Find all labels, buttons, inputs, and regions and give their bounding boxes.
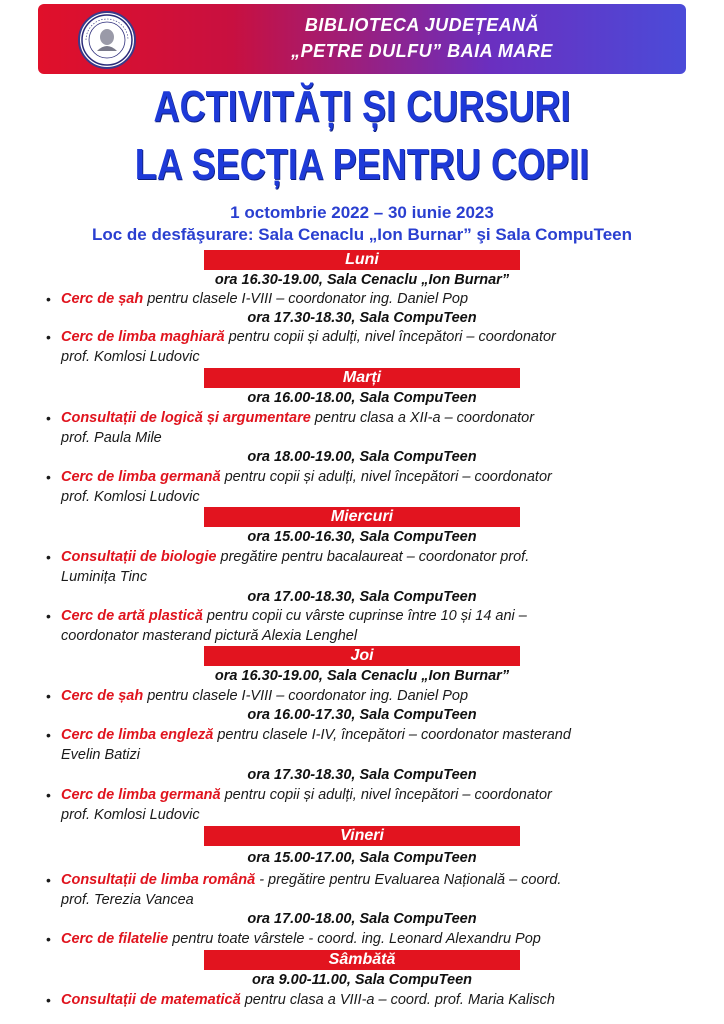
day-header-vineri: Vineri bbox=[204, 826, 520, 846]
activity-name: Consultații de biologie bbox=[61, 549, 217, 565]
activity-details-cont: coordonator masterand pictură Alexia Lenghel bbox=[61, 628, 358, 644]
bullet-icon: • bbox=[46, 469, 51, 485]
activity-name: Cerc de limba germană bbox=[61, 787, 221, 803]
activity-details: pentru clasa a XII-a – coordonator bbox=[310, 410, 535, 426]
location-text: Loc de desfăşurare: Sala Cenaclu „Ion Burnar” şi Sala CompuTeen bbox=[91, 225, 633, 244]
activity-name: Cerc de filatelie bbox=[61, 931, 169, 947]
activity-details: pentru copii și adulți, nivel începători – coordonator bbox=[220, 787, 552, 803]
activity-name: Cerc de limba maghiară bbox=[61, 329, 225, 345]
time-slot: ora 16.30-19.00, Sala Cenaclu „Ion Burnar” bbox=[214, 668, 510, 684]
time-slot: ora 17.30-18.30, Sala CompuTeen bbox=[247, 767, 477, 783]
bullet-icon: • bbox=[46, 410, 51, 426]
seal-emblem-icon bbox=[80, 13, 134, 67]
list-item bbox=[46, 929, 676, 949]
activity-name: Consultații de logică și argumentare bbox=[61, 410, 311, 426]
activity-details: pentru clasele I-IV, începători – coordonator masterand bbox=[213, 727, 571, 743]
activity-name: Cerc de limba engleză bbox=[61, 727, 214, 743]
activity-details-cont: prof. Komlosi Ludovic bbox=[61, 489, 200, 505]
list-item bbox=[46, 725, 676, 765]
activity-details: pentru clasa a VIII-a – coord. prof. Maria Kalisch bbox=[240, 992, 556, 1008]
time-slot: ora 16.00-17.30, Sala CompuTeen bbox=[247, 707, 477, 723]
activity-details: pregătire pentru bacalaureat – coordonator prof. bbox=[216, 549, 530, 565]
day-header-marti: Marți bbox=[204, 368, 520, 388]
time-slot: ora 16.00-18.00, Sala CompuTeen bbox=[247, 390, 477, 406]
bullet-icon: • bbox=[46, 688, 51, 704]
time-slot: ora 17.30-18.30, Sala CompuTeen bbox=[247, 310, 477, 326]
bullet-icon: • bbox=[46, 931, 51, 947]
bullet-icon: • bbox=[46, 872, 51, 888]
time-slot: ora 16.30-19.00, Sala Cenaclu „Ion Burnar” bbox=[214, 272, 510, 288]
bullet-icon: • bbox=[46, 549, 51, 565]
time-slot: ora 9.00-11.00, Sala CompuTeen bbox=[251, 972, 472, 988]
header-banner bbox=[38, 4, 686, 74]
day-header-sambata: Sâmbătă bbox=[204, 950, 520, 970]
library-seal-logo bbox=[78, 11, 136, 69]
activity-details: pentru copii și adulți, nivel începători – coordonator bbox=[224, 329, 556, 345]
activity-name: Cerc de șah bbox=[61, 291, 144, 307]
list-item bbox=[46, 686, 676, 706]
activity-details: pentru copii și adulți, nivel începători – coordonator bbox=[220, 469, 552, 485]
activity-details: pentru toate vârstele - coord. ing. Leonard Alexandru Pop bbox=[168, 931, 541, 947]
list-item bbox=[46, 990, 676, 1010]
activity-details: - pregătire pentru Evaluarea Națională – coord. bbox=[255, 872, 562, 888]
list-item bbox=[46, 606, 676, 646]
activity-details: pentru clasele I-VIII – coordonator ing. Daniel Pop bbox=[143, 291, 469, 307]
bullet-icon: • bbox=[46, 291, 51, 307]
activity-details-cont: prof. Paula Mile bbox=[61, 430, 162, 446]
list-item bbox=[46, 870, 676, 910]
activity-details-cont: prof. Terezia Vancea bbox=[61, 892, 194, 908]
list-item bbox=[46, 467, 676, 507]
list-item bbox=[46, 785, 676, 825]
day-header-joi: Joi bbox=[204, 646, 520, 666]
list-item bbox=[46, 289, 676, 309]
time-slot: ora 17.00-18.00, Sala CompuTeen bbox=[247, 911, 477, 927]
activity-details-cont: prof. Komlosi Ludovic bbox=[61, 349, 200, 365]
bullet-icon: • bbox=[46, 727, 51, 743]
page-title-line2: LA SECȚIA PENTRU COPII bbox=[134, 140, 590, 189]
list-item bbox=[46, 408, 676, 448]
period-text: 1 octombrie 2022 – 30 iunie 2023 bbox=[230, 203, 494, 222]
activity-name: Cerc de artă plastică bbox=[61, 608, 203, 624]
list-item bbox=[46, 327, 676, 367]
library-name-line1: BIBLIOTECA JUDEȚEANĂ bbox=[304, 15, 540, 35]
activity-details-cont: prof. Komlosi Ludovic bbox=[61, 807, 200, 823]
day-header-miercuri: Miercuri bbox=[204, 507, 520, 527]
bullet-icon: • bbox=[46, 992, 51, 1008]
activity-name: Consultații de limba română bbox=[61, 872, 256, 888]
time-slot: ora 17.00-18.30, Sala CompuTeen bbox=[247, 589, 477, 605]
day-header-luni: Luni bbox=[204, 250, 520, 270]
activity-details: pentru clasele I-VIII – coordonator ing. Daniel Pop bbox=[143, 688, 469, 704]
activity-details-cont: Evelin Batizi bbox=[61, 747, 140, 763]
bullet-icon: • bbox=[46, 787, 51, 803]
bullet-icon: • bbox=[46, 329, 51, 345]
activity-name: Cerc de șah bbox=[61, 688, 144, 704]
activity-details-cont: Luminița Tinc bbox=[61, 569, 148, 585]
activity-name: Cerc de limba germană bbox=[61, 469, 221, 485]
time-slot: ora 18.00-19.00, Sala CompuTeen bbox=[247, 449, 477, 465]
time-slot: ora 15.00-16.30, Sala CompuTeen bbox=[247, 529, 477, 545]
time-slot: ora 15.00-17.00, Sala CompuTeen bbox=[247, 850, 477, 866]
activity-details: pentru copii cu vârste cuprinse între 10 și 14 ani – bbox=[202, 608, 527, 624]
library-name-line2: „PETRE DULFU” BAIA MARE bbox=[291, 41, 553, 61]
activity-name: Consultații de matematică bbox=[61, 992, 241, 1008]
page-title-line1: ACTIVITĂȚI ȘI CURSURI bbox=[153, 82, 571, 131]
bullet-icon: • bbox=[46, 608, 51, 624]
list-item bbox=[46, 547, 676, 587]
